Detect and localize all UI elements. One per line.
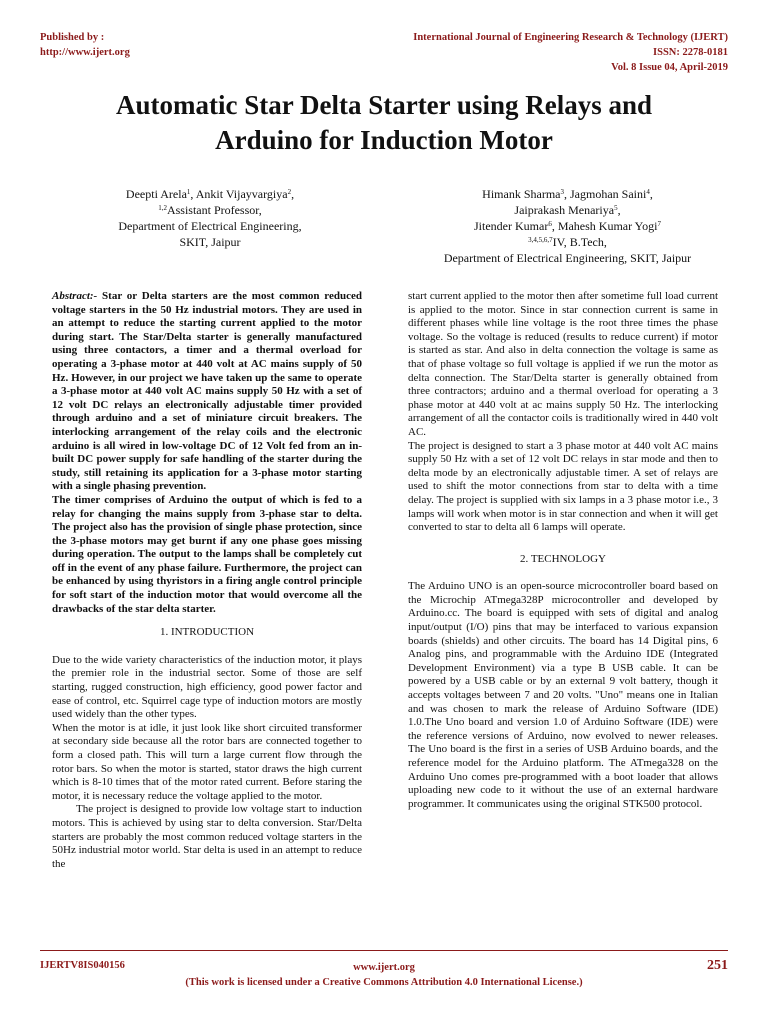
author-names-right-1 (395, 186, 740, 202)
author-sup: 1 (186, 188, 191, 196)
footer-license: (This work is licensed under a Creative Commons Attribution 4.0 International License.) (185, 977, 583, 988)
author-name: Jitender Kumar (474, 219, 549, 233)
journal-url-link[interactable]: http://www.ijert.org (40, 47, 130, 58)
volume-issue: Vol. 8 Issue 04, April-2019 (611, 62, 728, 73)
author-name: Himank Sharma (482, 187, 561, 201)
institute-left: SKIT, Jaipur (179, 235, 241, 249)
body-paragraph-1: start current applied to the motor then after sometime full load current is applied to the motor. Since in star connection current is same in different phases while line voltage is the root three times the phase voltage. So the voltage is reduced (results to reduce current) if motor is started as star. And also in delta connection the voltage is same as that of phase voltage so full voltage is applied if we run the motor as delta connection. The Star/Delta starter is generally obtained from three contractors; arduino and a thermal overload for operating a 3 phase motor at 440 volt at ac mains supply 50 Hz. The interlocking arrangement of all the contactor coils is traditionally wired in 440 volt AC. (408, 290, 718, 438)
affiliation-sup: 3,4,5,6,7 (528, 236, 553, 244)
author-sep: , (617, 203, 621, 217)
abstract-paragraph-2: The timer comprises of Arduino the output of which is fed to a relay for changing the mains supply from 3-phase star to delta. The project also has the provision of single phase protection, since the 3-phase motors may get burnt if any one phase goes missing during operation. The output to the lamps shall be completely cut off in the event of any phase failure. Furthermore, the project can be enhanced by using thyristors in a firing angle control principle for soft start of the induction motor that would overcome all the drawbacks of the star delta starter. (52, 493, 362, 615)
technology-paragraph: The Arduino UNO is an open-source microcontroller board based on the Microchip ATmega328P microcontroller and developed by Arduino.cc. The board is equipped with sets of digital and analog input/output (I/O) pins that may be interfaced to various expansion boards (shields) and other circuits. The board has 14 Digital pins, 6 Analog pins, and programmable with the Arduino IDE (Integrated Development Environment) via a type B USB cable. It can be powered by a USB cable or by an external 9 volt battery, though it accepts voltages between 7 and 20 volts. "Uno" means one in Italian and was chosen to mark the release of Arduino Software (IDE) 1.0.The Uno board and version 1.0 of Arduino Software (IDE) were the reference versions of Arduino, now evolved to newer releases. The Uno board is the first in a series of USB Arduino boards, and the reference model for the Arduino platform. The ATmega328 on the Arduino Uno comes pre-programmed with a boot loader that allows uploading new code to it without the use of an external hardware programmer. It communicates using the original STK500 protocol. (408, 580, 718, 810)
author-sup: 3 (560, 188, 564, 196)
header-journal-info (413, 30, 728, 75)
body-paragraph-2: The project is designed to start a 3 phase motor at 440 volt AC mains supply 50 Hz with a set of 12 volt DC relays in star mode and then to delta mode by an electronically adjustable timer. A set of relays are used to shift the motor connections from star to delta with a time delay. The project is supplied with six lamps in a 3 phase motor i.e., 3 lamps will work when motor is in star connection and when it will get converted to star to delta all 6 lamps will operate. (408, 439, 718, 534)
author-sep: , (291, 187, 295, 201)
journal-name: International Journal of Engineering Research & Technology (IJERT) (413, 32, 728, 43)
abstract-paragraph (52, 290, 362, 494)
author-sup: 6 (548, 220, 552, 228)
author-sep: , (649, 187, 653, 201)
department-right: Department of Electrical Engineering, SKIT, Jaipur (443, 251, 692, 265)
author-sup: 4 (646, 188, 650, 196)
right-column (408, 290, 718, 811)
intro-paragraph-3: The project is designed to provide low voltage start to induction motors. This is achieved by using star to delta conversion. Star/Delta starters are probably the most common reduced voltage starters in the 50Hz industrial motor world. Star delta is used in an attempt to reduce the (52, 803, 362, 870)
author-names-right-2 (395, 202, 740, 218)
author-sup: 7 (657, 220, 661, 228)
intro-paragraph-1: Due to the wide variety characteristics of the induction motor, it plays the premier role in the industrial sector. Some of those are self starting, rugged construction, high efficiency, good power factor and ease of control, etc. Squirrel cage type of induction motors are mostly used widely than the other types. (52, 653, 362, 721)
author-names-right-3 (395, 218, 740, 234)
affiliation-role: Assistant Professor, (166, 203, 262, 217)
footer-url-link[interactable]: www.ijert.org (353, 962, 415, 973)
intro-paragraph-2: When the motor is at idle, it just look like short circuited transformer at secondary side because all the rotor bars are connected together to form a closed path. This will turn a large current flow through the rotor bars. So when the motor is started, stator draws the high current which is 8-10 times that of the motor rated current. Before staring the motor, it is necessary reduce the voltage applied to the motor. (52, 721, 362, 802)
author-sup: 5 (614, 204, 618, 212)
footer-divider (40, 950, 728, 951)
affiliation-sup: 1,2 (158, 204, 167, 212)
author-name: Jaiprakash Menariya (514, 203, 615, 217)
header-publisher (40, 30, 130, 60)
footer-paper-id: IJERTV8IS040156 (40, 960, 125, 971)
page-number: 251 (707, 958, 728, 973)
title-line-2: Arduino for Induction Motor (215, 125, 553, 155)
footer-center (0, 960, 768, 990)
affiliation-right (395, 234, 740, 250)
author-sup: 2 (287, 188, 292, 196)
affiliation-role: IV, B.Tech, (552, 235, 607, 249)
section-heading-technology: 2. TECHNOLOGY (520, 552, 606, 565)
paper-title (30, 88, 738, 158)
author-name: , Ankit Vijayvargiya (190, 187, 288, 201)
author-name: Deepti Arela (125, 187, 187, 201)
author-name: , Mahesh Kumar Yogi (551, 219, 658, 233)
left-column (52, 290, 362, 871)
abstract-text: Star or Delta starters are the most common reduced voltage starters in the 50 Hz industrial motors. They are used in an attempt to reduce the starting current applied to the motor during start. The Star/Delta starter is generally manufactured using three contactors, a timer and a thermal overload for operating a 3-phase motor at 440 volt at AC mains supply of 50 Hz. However, in our project we have taken up the same to operate a 3-phase motor at 440 volt AC mains supply 50 Hz with a set of 12 volt DC relays an electronically adjustable timer provided through arduino and a set of miniature circuit breakers. The interlocking arrangement of the relay coils and the electronic arduino is all wired in low-voltage DC of 12 Volt fed from an in-built DC power supply for safe handling of the starter during the study, still retaining its application for a 3-phase motor starting with a single phasing prevention. (52, 290, 362, 493)
section-heading-introduction: 1. INTRODUCTION (159, 626, 255, 639)
author-block-left (60, 186, 360, 250)
issn: ISSN: 2278-0181 (653, 47, 728, 58)
author-block-right (395, 186, 740, 266)
abstract-label: Abstract:- (52, 290, 98, 302)
department-left: Department of Electrical Engineering, (118, 219, 302, 233)
title-line-1: Automatic Star Delta Starter using Relays and (116, 90, 652, 120)
affiliation-left (60, 202, 360, 218)
author-names-left (60, 186, 360, 202)
published-by-label: Published by : (40, 32, 105, 43)
author-name: , Jagmohan Saini (564, 187, 647, 201)
